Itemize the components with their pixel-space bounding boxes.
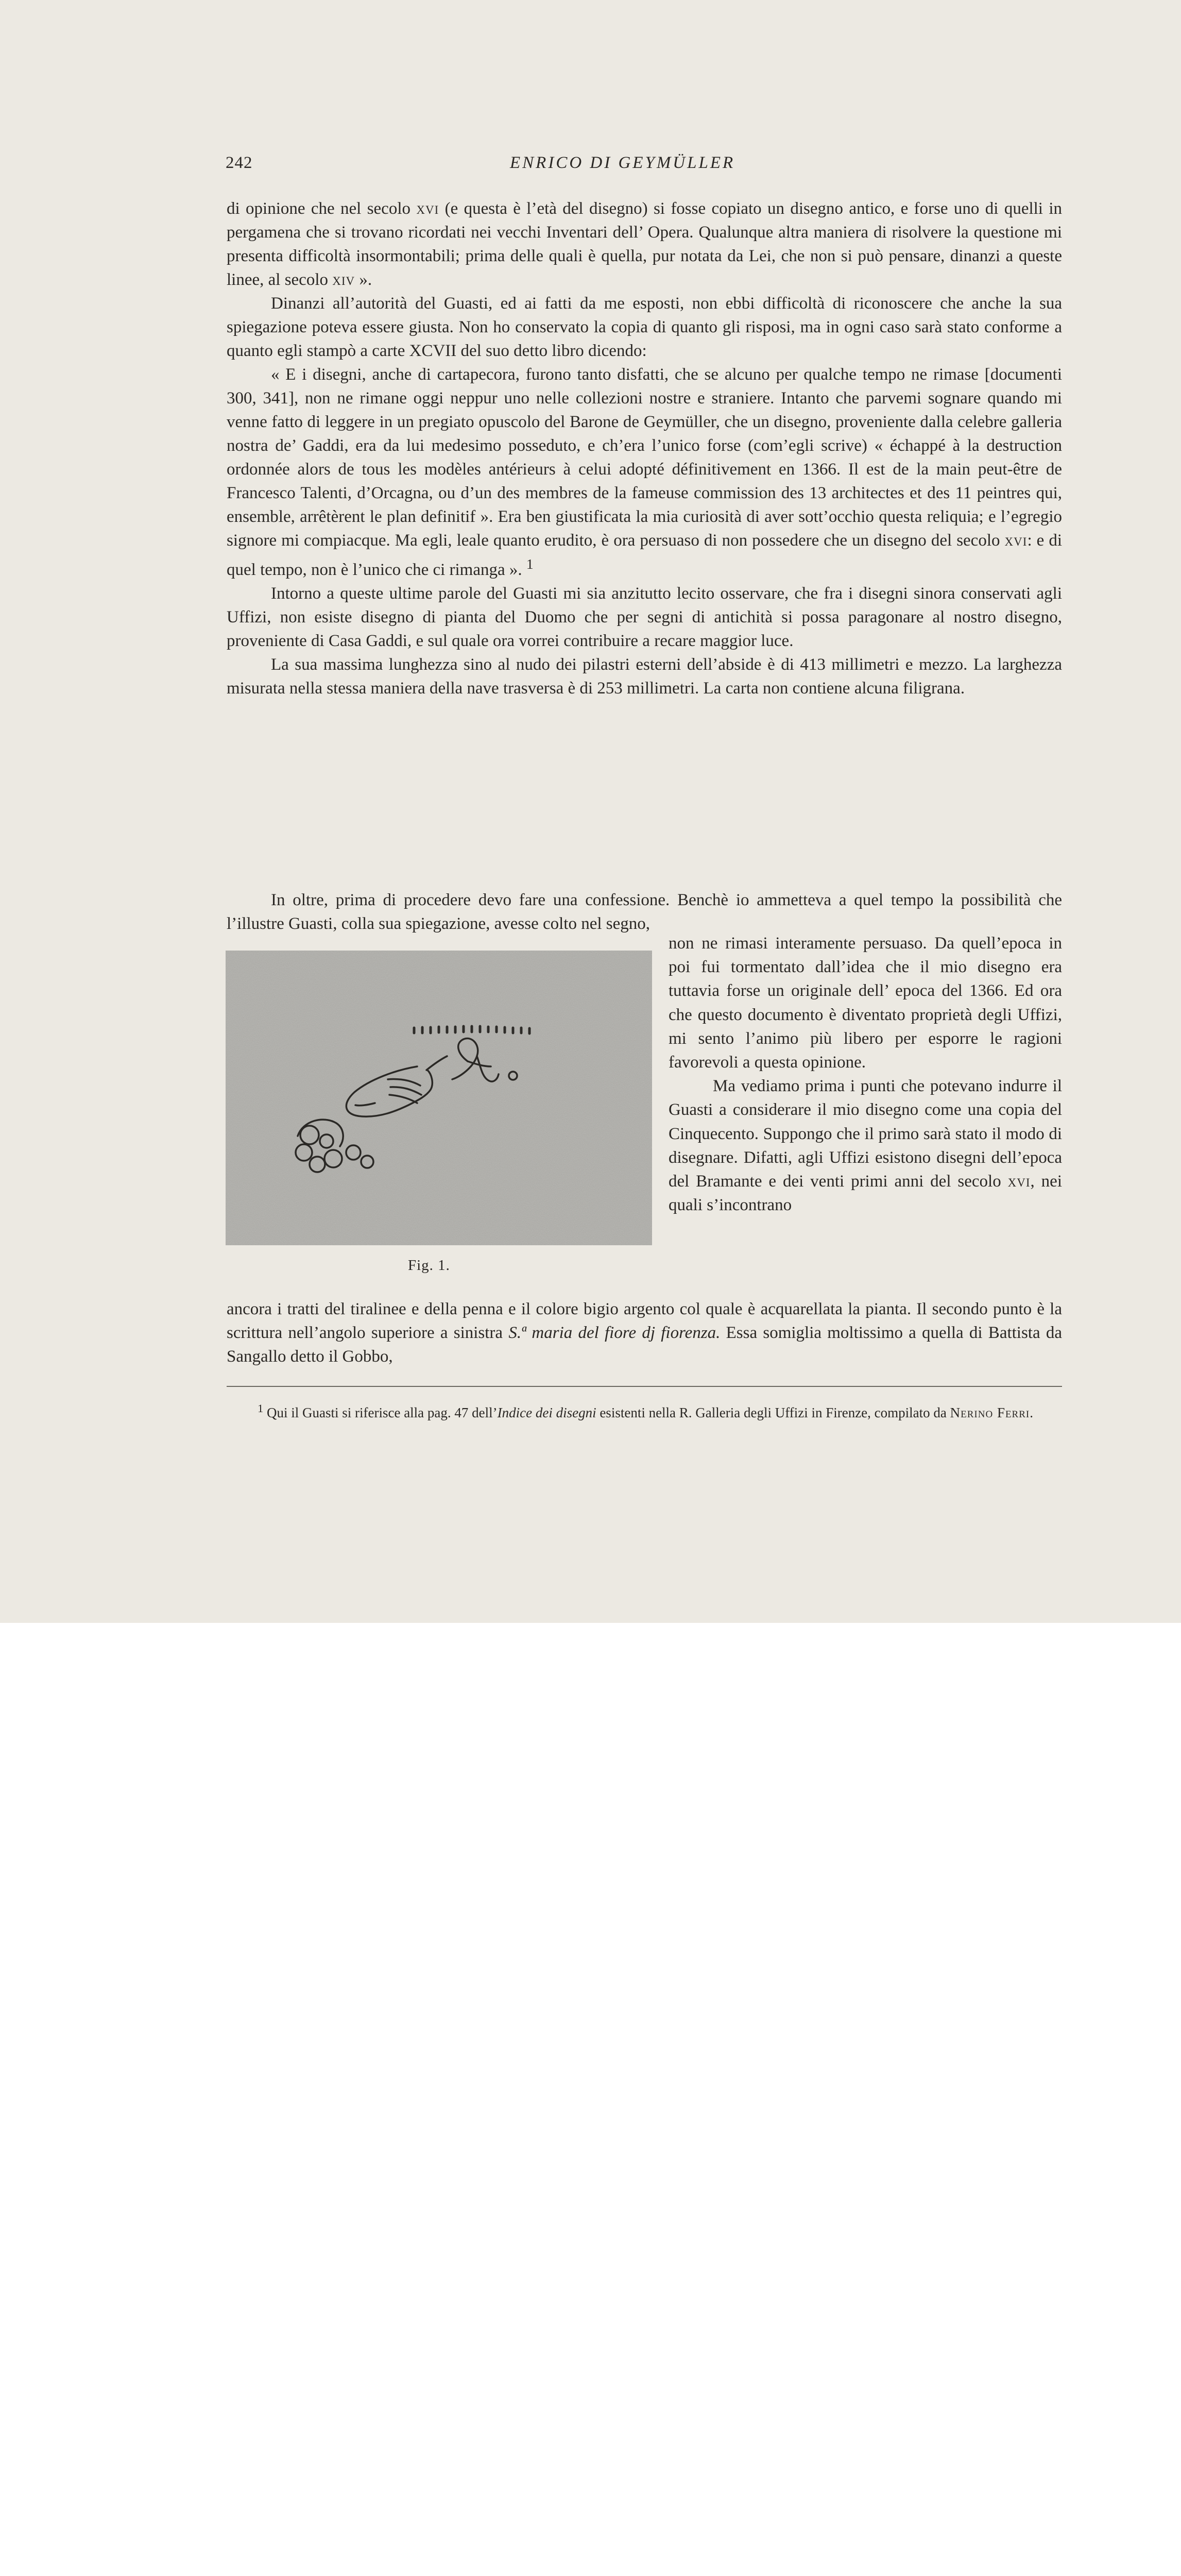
small-caps-text: xvi <box>416 199 439 218</box>
figure-caption: Fig. 1. <box>408 1257 450 1274</box>
paragraph: La sua massima lunghezza sino al nudo dei pilastri esterni dell’abside è di 413 millimetri e mezzo. La larghezza misurata nella stessa maniera della nave trasversa è di 253 millimetri. La carta non contiene alcuna filigrana. <box>227 655 1062 698</box>
paragraph: Ma vediamo prima i punti che potevano indurre il Guasti a considerare il mio disegno come una copia del Cinquecento. Suppongo che il primo sarà stato il modo di disegnare. Difatti, agli Uffizi esistono disegni dell’epoca del Bramante e dei venti primi anni del secolo xvi, nei quali s’incontrano <box>669 1077 1062 1215</box>
body-text-bottom <box>227 1297 1062 1368</box>
paragraph: non ne rimasi interamente persuaso. Da quell’epoca in poi fui tormentato dall’idea che il mio disegno era tuttavia forse un originale dell’ epoca del 1366. Ed ora che questo documento è diventato proprietà degli Uffizi, mi sento l’animo più libero per esporre le ragioni favorevoli a questa opinione. <box>669 934 1062 1072</box>
page-number: 242 <box>226 154 253 172</box>
paragraph: ancora i tratti del tiralinee e della penna e il colore bigio argento col quale è acquarellata la pianta. Il secondo punto è la scrittura nell’angolo superiore a sinistra S.ª maria del fiore dj fiorenza. Essa somiglia moltissimo a quella di Battista da Sangallo detto il Gobbo, <box>227 1300 1062 1366</box>
footnote-text: $^1$ Qui il Guasti si riferisce alla pag. 47 dell’Indice dei disegni esistenti nella R. Galleria degli Uffizi in Firenze, compilato da Nerino Ferri. <box>258 1402 1033 1420</box>
paragraph: di opinione che nel secolo xvi (e questa è l’età del disegno) si fosse copiato un disegno antico, e forse uno di quelli in pergamena che si trovano ricordati nei vecchi Inventari dell’ Opera. Qualunque altra maniera di risolvere la questione mi presenta difficoltà insormontabili; prima delle quali è quella, pur notata da Lei, che non si può pensare, dinanzi a queste linee, al secolo xiv ». <box>227 199 1062 289</box>
small-caps-text: xiv <box>332 270 355 289</box>
footnote-rule <box>227 1386 1062 1387</box>
italic-text: S.ª maria del fiore dj fiorenza. <box>508 1324 721 1342</box>
paragraph: In oltre, prima di procedere devo fare una confessione. Benchè io ammetteva a quel tempo la possibilità che l’illustre Guasti, colla sua spiegazione, avesse colto nel segno, <box>227 891 1062 933</box>
footnote-marker: 1 <box>526 556 534 572</box>
small-caps-text: Nerino Ferri <box>950 1405 1030 1420</box>
italic-text: Indice dei disegni <box>497 1405 596 1420</box>
small-caps-text: xvi <box>1004 531 1028 550</box>
drawing-fragment-image <box>226 951 652 1245</box>
body-text-top <box>227 197 1062 700</box>
figure-drawing <box>226 951 652 1245</box>
paragraph: « E i disegni, anche di cartapecora, furono tanto disfatti, che se alcuno per qualche tempo ne rimase [documenti 300, 341], non ne rimane oggi neppur uno nelle collezioni nostre e straniere. Intanto che parvemi sognare quando mi venne fatto di leggere in un pregiato opuscolo del Barone de Geymüller, che un disegno, proveniente dalla celebre galleria nostra de’ Gaddi, era da lui medesimo posseduto, e ch’era l’unico forse (com’egli scrive) « échappé à la destruction ordonnée alors de tous les modèles antérieurs à celui adopté définitivement en 1366. Il est de la main peut-être de Francesco Talenti, d’Orcagna, ou d’un des membres de la fameuse commission des 13 architectes et des 11 peintres qui, ensemble, arrêtèrent le plan definitif ». Era ben giustificata la mia curiosità di aver sott’occhio questa reliquia; e l’egregio signore mi compiacque. Ma egli, leale quanto erudito, è ora persuaso di non possedere che un disegno del secolo xvi: e di quel tempo, non è l’unico che ci rimanga ». $^1$ <box>227 365 1062 579</box>
digitization-footer <box>0 1623 1181 1761</box>
paragraph: Dinanzi all’autorità del Guasti, ed ai fatti da me esposti, non ebbi difficoltà di riconoscere che anche la sua spiegazione poteva essere giusta. Non ho conservato la copia di quanto gli risposi, ma in ogni caso sarà stato conforme a quanto egli stampò a carte XCVII del suo detto libro dicendo: <box>227 294 1062 360</box>
paragraph: Intorno a queste ultime parole del Guasti mi sia anzitutto lecito osservare, che fra i disegni sinora conservati agli Uffizi, non esiste disegno di pianta del Duomo che per segni di antichità si possa paragonare al nostro disegno, proveniente di Casa Gaddi, e sul quale ora vorrei contribuire a recare maggior luce. <box>227 584 1062 650</box>
footnote <box>227 1399 1062 1422</box>
small-caps-text: xvi <box>1007 1172 1031 1191</box>
running-title: ENRICO DI GEYMÜLLER <box>510 154 735 172</box>
body-text-column <box>669 931 1062 1217</box>
footnote-marker: 1 <box>258 1402 264 1415</box>
body-text-middle <box>227 888 1062 936</box>
